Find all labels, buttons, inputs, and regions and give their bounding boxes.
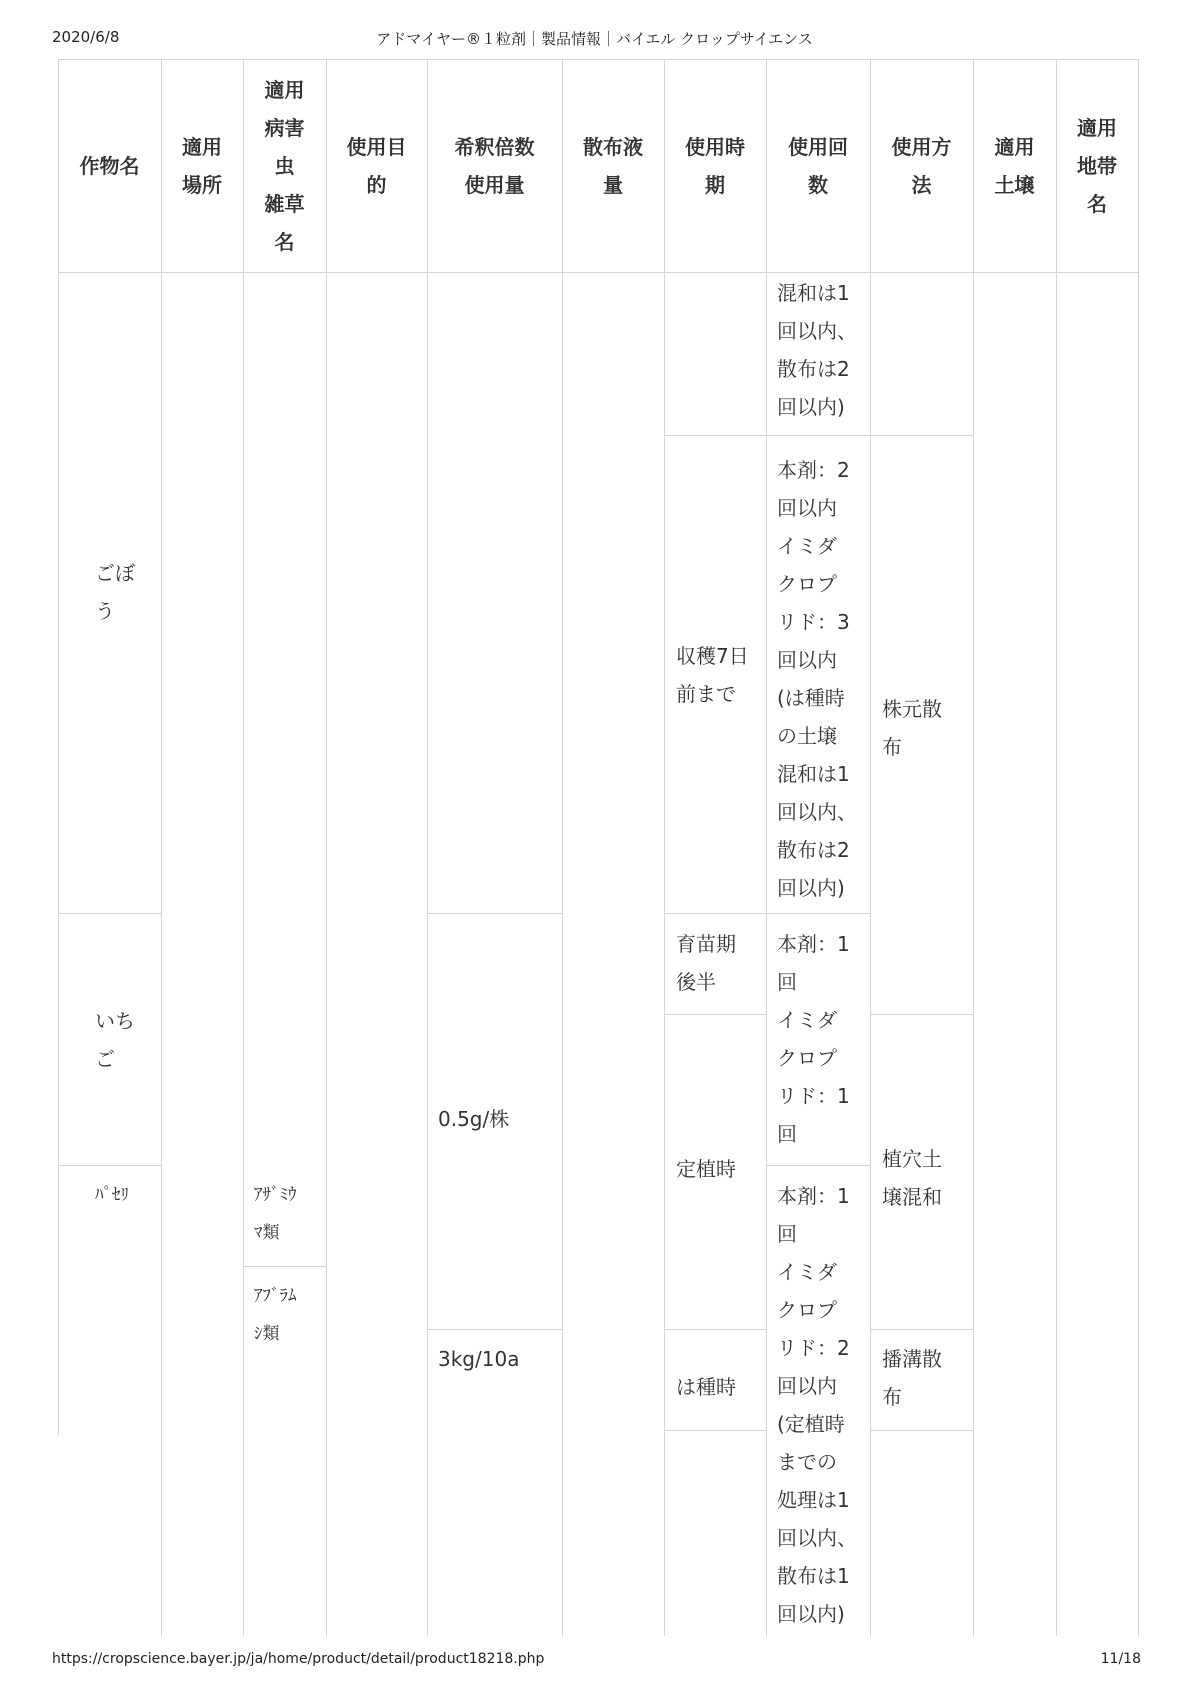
page-url: https://cropscience.bayer.jp/ja/home/product/detail/product18218.php — [52, 1651, 545, 1667]
count-gobou: 本剤：2 回以内 イミダ クロプ リド：3 回以内 (は種時 の土壌 混和は1 回以内、 散布は2 回以内) — [777, 458, 857, 900]
method-ueana: 植穴土 壌混和 — [882, 1147, 942, 1209]
crop-paseri: ﾊﾟｾﾘ — [95, 1185, 129, 1205]
header-application-site: 適用 場所 — [182, 135, 222, 197]
pest-aburamushi: ｱﾌﾞﾗﾑ ｼ類 — [254, 1286, 297, 1344]
header-use-count: 使用回 数 — [788, 135, 848, 197]
header-target-pest: 適用 病害 虫 雑草 名 — [264, 78, 305, 254]
method-kabumoto: 株元散 布 — [882, 697, 942, 759]
header-soil: 適用 土壌 — [994, 135, 1035, 197]
pest-azamiuma: ｱｻﾞﾐｳ ﾏ類 — [254, 1185, 297, 1243]
count-paseri: 本剤：1 回 イミダ クロプ リド：2 回以内 (定植時 までの 処理は1 回以内、 散布は1 回以内) — [777, 1184, 857, 1626]
timing-before-harvest: 収穫7日 前まで — [676, 644, 749, 706]
header-timing: 使用時 期 — [685, 135, 745, 197]
method-hasou: 播溝散 布 — [882, 1347, 942, 1409]
crop-ichigo: いち ご — [95, 1009, 135, 1071]
page-number: 11/18 — [1100, 1651, 1141, 1667]
header-purpose: 使用目 的 — [346, 135, 407, 197]
table-right-border — [1138, 59, 1139, 1636]
header-crop-name: 作物名 — [79, 154, 140, 178]
header-region: 適用 地帯 名 — [1077, 116, 1117, 216]
dosage-per-10a: 3kg/10a — [438, 1347, 520, 1371]
header-bottom-border — [58, 272, 1138, 273]
header-dilution-dosage: 希釈倍数 使用量 — [454, 135, 535, 197]
count-ichigo: 本剤：1 回 イミダ クロプ リド：1 回 — [777, 932, 850, 1146]
timing-nursery-late: 育苗期 後半 — [676, 932, 736, 994]
print-date: 2020/6/8 — [52, 28, 120, 46]
timing-planting: 定植時 — [676, 1157, 736, 1181]
dosage-per-plant: 0.5g/株 — [438, 1107, 510, 1131]
count-continuation: 混和は1 回以内、 散布は2 回以内) — [777, 281, 857, 419]
header-method: 使用方 法 — [891, 135, 952, 197]
timing-sowing: は種時 — [676, 1375, 736, 1399]
page-title: アドマイヤー®１粒剤｜製品情報｜バイエル クロップサイエンス — [376, 30, 813, 48]
crop-gobou: ごぼ う — [95, 561, 135, 623]
header-spray-volume: 散布液 量 — [583, 135, 643, 197]
